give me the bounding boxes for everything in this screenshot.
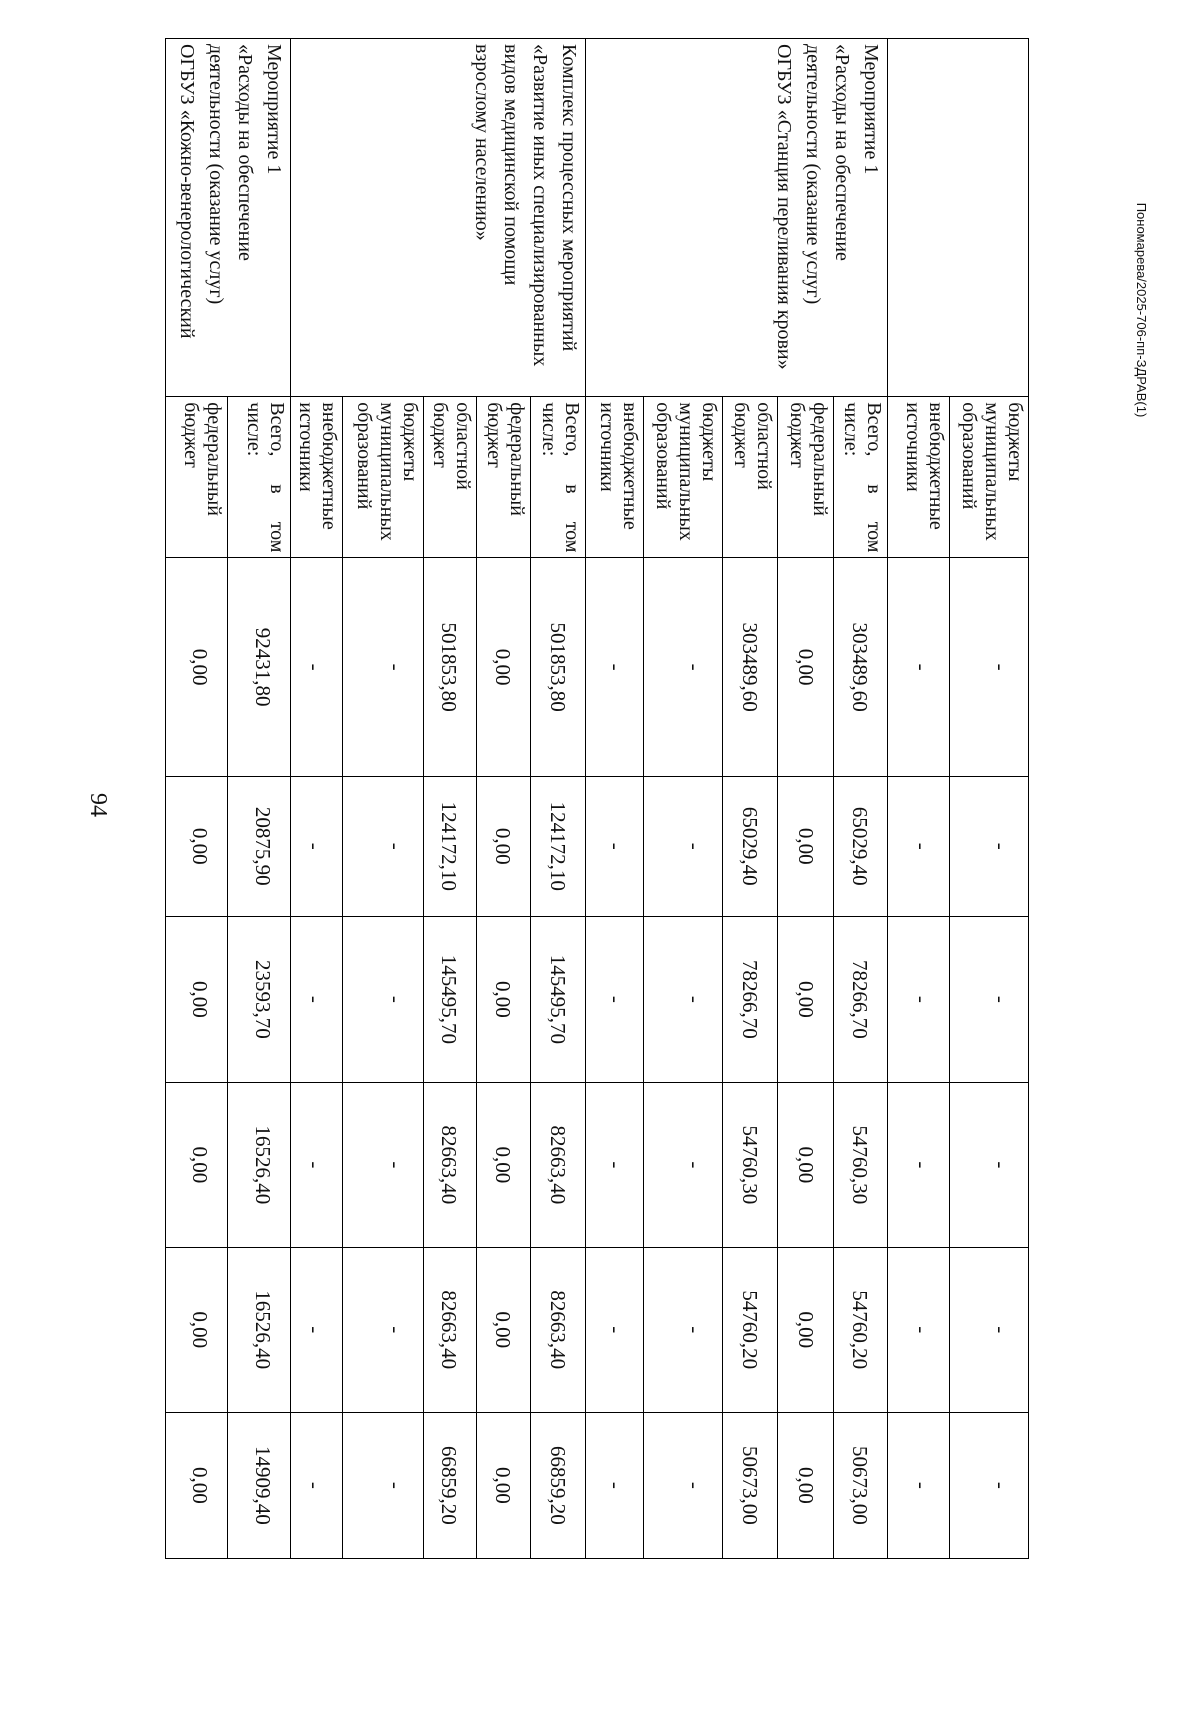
amount-cell: 0,00 <box>166 558 228 776</box>
funding-source-cell <box>228 397 290 558</box>
funding-source-cell: внебюджетные источники <box>585 397 644 558</box>
amount-cell: 501853,80 <box>531 558 586 776</box>
amount-cell: - <box>585 916 644 1082</box>
amount-cell: 78266,70 <box>722 916 778 1082</box>
amount-cell: - <box>290 916 343 1082</box>
table-row <box>949 39 1028 1559</box>
activity-name-line: «Расходы на обеспечение <box>233 44 256 261</box>
amount-cell: 0,00 <box>477 916 531 1082</box>
funding-source-word: в <box>560 484 583 494</box>
amount-cell: 501853,80 <box>423 558 477 776</box>
activity-name-line: Мероприятие 1 <box>262 44 285 175</box>
amount-cell: - <box>644 776 722 916</box>
amount-cell: 66859,20 <box>423 1412 477 1558</box>
amount-cell: 54760,30 <box>834 1082 888 1247</box>
amount-cell: - <box>290 1412 343 1558</box>
amount-cell: - <box>644 1412 722 1558</box>
funding-source-word: том <box>265 521 288 553</box>
amount-cell: - <box>949 1247 1028 1412</box>
amount-cell: - <box>585 776 644 916</box>
activity-name-line: деятельности (оказание услуг) <box>204 44 227 305</box>
funding-source-word: Всего, <box>862 402 885 457</box>
amount-cell: - <box>887 1247 949 1412</box>
funding-source-cell: федеральный бюджет <box>778 397 834 558</box>
amount-cell: 0,00 <box>166 1412 228 1558</box>
amount-cell: 0,00 <box>477 1247 531 1412</box>
activity-name-line: «Расходы на обеспечение <box>830 44 853 261</box>
amount-cell: 0,00 <box>778 776 834 916</box>
table-row <box>531 39 586 1559</box>
amount-cell: 0,00 <box>778 1247 834 1412</box>
funding-source-word: в <box>862 484 885 494</box>
amount-cell: 82663,40 <box>531 1247 586 1412</box>
amount-cell: - <box>644 1082 722 1247</box>
amount-cell: - <box>290 776 343 916</box>
amount-cell: 0,00 <box>477 558 531 776</box>
amount-cell: 145495,70 <box>423 916 477 1082</box>
table-row <box>834 39 888 1559</box>
amount-cell: 124172,10 <box>531 776 586 916</box>
activity-name-line: деятельности (оказание услуг) <box>801 44 824 305</box>
amount-cell: - <box>949 776 1028 916</box>
activity-name-cell <box>585 39 887 397</box>
activity-name-cell <box>166 39 291 397</box>
amount-cell: 82663,40 <box>531 1082 586 1247</box>
amount-cell: 66859,20 <box>531 1412 586 1558</box>
amount-cell: 20875,90 <box>228 776 290 916</box>
amount-cell: - <box>290 1247 343 1412</box>
funding-source-cell: бюджеты муниципальных образований <box>949 397 1028 558</box>
amount-cell: 54760,20 <box>834 1247 888 1412</box>
amount-cell: 16526,40 <box>228 1247 290 1412</box>
funding-source-cell: бюджеты муниципальных образований <box>644 397 722 558</box>
activity-name-line: «Развитие иных специализированных <box>528 44 551 367</box>
amount-cell: 0,00 <box>778 1082 834 1247</box>
amount-cell: - <box>887 558 949 776</box>
funding-source-word: числе: <box>537 402 560 457</box>
amount-cell: 78266,70 <box>834 916 888 1082</box>
amount-cell: 0,00 <box>166 776 228 916</box>
amount-cell: 82663,40 <box>423 1247 477 1412</box>
amount-cell: 50673,00 <box>722 1412 778 1558</box>
amount-cell: - <box>343 776 423 916</box>
amount-cell: - <box>887 916 949 1082</box>
funding-source-word: числе: <box>839 402 862 457</box>
amount-cell: 303489,60 <box>834 558 888 776</box>
amount-cell: - <box>585 1412 644 1558</box>
amount-cell: - <box>290 558 343 776</box>
funding-source-cell: внебюджетные источники <box>290 397 343 558</box>
amount-cell: - <box>949 1412 1028 1558</box>
funding-source-word: том <box>560 521 583 553</box>
funding-source-word: Всего, <box>560 402 583 457</box>
funding-source-cell: федеральный бюджет <box>166 397 228 558</box>
activity-name-line: Комплекс процессных мероприятий <box>557 44 580 352</box>
amount-cell: - <box>887 1082 949 1247</box>
amount-cell: 50673,00 <box>834 1412 888 1558</box>
amount-cell: - <box>585 1247 644 1412</box>
table-row <box>228 39 290 1559</box>
activity-name-line: видов медицинской помощи <box>499 44 522 286</box>
amount-cell: - <box>585 1082 644 1247</box>
amount-cell: 54760,30 <box>722 1082 778 1247</box>
amount-cell: 23593,70 <box>228 916 290 1082</box>
activity-name-line: ОГБУЗ «Станция переливания крови» <box>772 44 795 370</box>
funding-source-word: числе: <box>242 402 265 457</box>
activity-name-cell <box>887 39 1028 397</box>
funding-source-cell: федеральный бюджет <box>477 397 531 558</box>
activity-name-line: Мероприятие 1 <box>859 44 882 175</box>
activity-name-cell <box>290 39 585 397</box>
amount-cell: 0,00 <box>778 558 834 776</box>
amount-cell: 0,00 <box>477 1412 531 1558</box>
amount-cell: 0,00 <box>778 916 834 1082</box>
amount-cell: - <box>290 1082 343 1247</box>
amount-cell: - <box>644 1247 722 1412</box>
amount-cell: 124172,10 <box>423 776 477 916</box>
funding-source-word: в <box>265 484 288 494</box>
activity-name-line: ОГБУЗ «Кожно-венерологический <box>175 44 198 339</box>
amount-cell: - <box>343 558 423 776</box>
amount-cell: 16526,40 <box>228 1082 290 1247</box>
funding-source-cell: бюджеты муниципальных образований <box>343 397 423 558</box>
amount-cell: - <box>949 1082 1028 1247</box>
amount-cell: 0,00 <box>477 776 531 916</box>
budget-table <box>165 38 1029 1559</box>
amount-cell: - <box>343 916 423 1082</box>
amount-cell: - <box>343 1412 423 1558</box>
amount-cell: 14909,40 <box>228 1412 290 1558</box>
funding-source-cell <box>834 397 888 558</box>
amount-cell: 145495,70 <box>531 916 586 1082</box>
funding-source-cell: внебюджетные источники <box>887 397 949 558</box>
amount-cell: - <box>343 1082 423 1247</box>
amount-cell: 0,00 <box>166 1082 228 1247</box>
funding-source-cell <box>531 397 586 558</box>
amount-cell: 54760,20 <box>722 1247 778 1412</box>
amount-cell: - <box>644 916 722 1082</box>
amount-cell: - <box>887 776 949 916</box>
funding-source-cell: областной бюджет <box>722 397 778 558</box>
amount-cell: 0,00 <box>166 1247 228 1412</box>
amount-cell: - <box>949 558 1028 776</box>
page-number: 94 <box>85 793 111 817</box>
amount-cell: - <box>644 558 722 776</box>
document-footer-code: Пономарева/2025-706-пп-ЗДРАВ(1) <box>1134 202 1149 418</box>
funding-source-word: том <box>862 521 885 553</box>
funding-source-cell: областной бюджет <box>423 397 477 558</box>
amount-cell: 65029,40 <box>834 776 888 916</box>
amount-cell: 303489,60 <box>722 558 778 776</box>
amount-cell: 65029,40 <box>722 776 778 916</box>
amount-cell: - <box>343 1247 423 1412</box>
funding-source-word: Всего, <box>265 402 288 457</box>
amount-cell: 92431,80 <box>228 558 290 776</box>
amount-cell: 0,00 <box>166 916 228 1082</box>
amount-cell: 0,00 <box>778 1412 834 1558</box>
activity-name-line: взрослому населению» <box>470 44 493 241</box>
amount-cell: - <box>585 558 644 776</box>
amount-cell: 0,00 <box>477 1082 531 1247</box>
amount-cell: - <box>949 916 1028 1082</box>
amount-cell: 82663,40 <box>423 1082 477 1247</box>
amount-cell: - <box>887 1412 949 1558</box>
